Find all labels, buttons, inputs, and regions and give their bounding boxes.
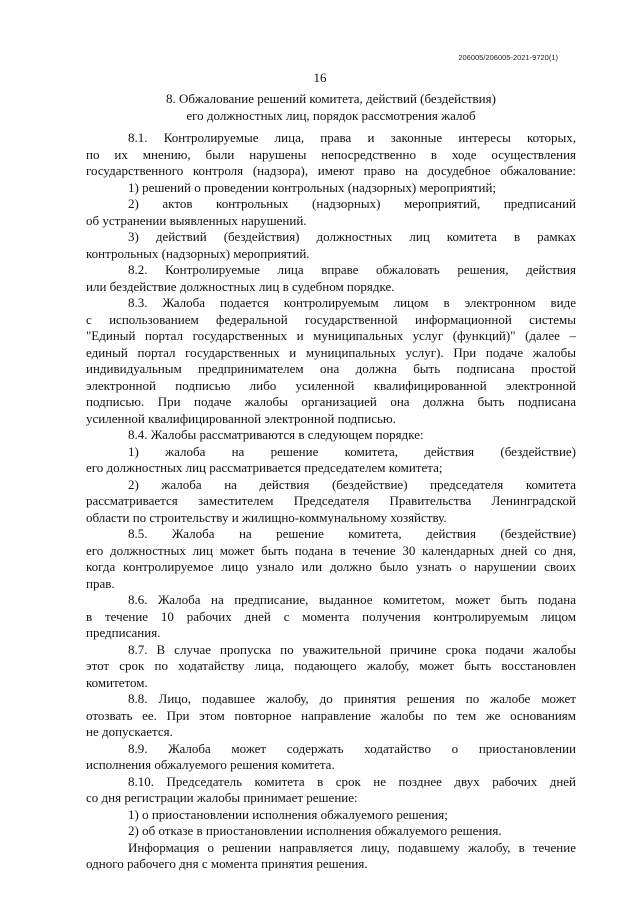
text-line: 2) жалоба на действия (бездействие) председателя комитета [128, 476, 576, 492]
document-id: 206005/206005-2021-9720(1) [458, 53, 558, 62]
text-line: 1) жалоба на решение комитета, действия (бездействие) [128, 443, 576, 459]
text-line: отозвать ее. При этом повторное направление жалобы по тем же основаниям [86, 707, 576, 723]
text-line: подписью. При подаче жалобы организацией она должна быть подписана [86, 394, 576, 409]
text-line: 8.5. Жалоба на решение комитета, действия (бездействие) [128, 526, 576, 541]
text-line: области по строительству и жилищно-коммунальному хозяйству. [86, 509, 447, 525]
text-line: 8.10. Председатель комитета в срок не позднее двух рабочих дней [128, 773, 576, 789]
text-line: единый портал государственных и муниципальных услуг). При подаче жалобы [86, 344, 576, 360]
text-line: 1) о приостановлении исполнения обжалуемого решения; [128, 806, 448, 822]
text-line: этот срок по ходатайству лица, подающего жалобу, может быть восстановлен [86, 658, 576, 673]
text-line: 8.3. Жалоба подается контролируемым лицом в электронном виде [128, 295, 576, 310]
section-title-line-1: 8. Обжалование решений комитета, действий (бездействия) [166, 91, 496, 106]
text-line: со дня регистрации жалобы принимает решение: [86, 790, 358, 805]
text-line: контрольных (надзорных) мероприятий. [86, 245, 310, 261]
text-line: государственного контроля (надзора), имеют право на досудебное обжалование: [86, 163, 576, 178]
text-line: рассматривается заместителем Председателя Правительства Ленинградской [86, 493, 576, 508]
text-line: 8.1. Контролируемые лица, права и законные интересы которых, [128, 130, 576, 145]
text-line: "Единый портал государственных и муниципальных услуг (функций)" (далее – [86, 328, 576, 343]
text-line: 8.2. Контролируемые лица вправе обжаловать решения, действия [128, 262, 576, 277]
text-line: 8.4. Жалобы рассматриваются в следующем порядке: [128, 427, 424, 442]
text-line: одного рабочего дня с момента принятия решения. [86, 856, 368, 871]
text-line: его должностных лиц может быть подана в течение 30 календарных дней со дня, [86, 542, 576, 558]
text-line: 8.6. Жалоба на предписание, выданное комитетом, может быть подана [128, 592, 576, 607]
text-line: 8.8. Лицо, подавшее жалобу, до принятия решения по жалобе может [128, 691, 576, 706]
text-line: по их мнению, были нарушены непосредственно в ходе осуществления [86, 146, 576, 162]
text-line: 8.9. Жалоба может содержать ходатайство о приостановлении [128, 740, 576, 756]
text-line: когда контролируемое лицо узнало или должно было узнать о нарушении своих [86, 559, 576, 574]
text-line: Информация о решении направляется лицу, подавшему жалобу, в течение [128, 839, 576, 855]
text-line: 8.7. В случае пропуска по уважительной причине срока подачи жалобы [128, 641, 576, 657]
text-line: в течение 10 рабочих дней с момента получения контролируемым лицом [86, 608, 576, 624]
text-line: 2) об отказе в приостановлении исполнения обжалуемого решения. [128, 823, 502, 838]
text-line: комитетом. [86, 674, 148, 690]
text-line: индивидуальным предпринимателем она должна быть подписана простой [86, 361, 576, 376]
text-line: об устранении выявленных нарушений. [86, 212, 307, 228]
section-title-line-2: его должностных лиц, порядок рассмотрения жалоб [186, 107, 476, 123]
page-number: 16 [313, 70, 327, 85]
text-line: 2) актов контрольных (надзорных) мероприятий, предписаний [128, 196, 576, 211]
text-line: предписания. [86, 625, 161, 640]
text-line: не допускается. [86, 724, 173, 739]
text-line: или бездействие должностных лиц в судебном порядке. [86, 278, 395, 294]
text-line: 3) действий (бездействия) должностных лиц комитета в рамках [128, 229, 576, 244]
text-line: исполнения обжалуемого решения комитета. [86, 757, 335, 772]
text-line: 1) решений о проведении контрольных (надзорных) мероприятий; [128, 179, 497, 195]
text-line: с использованием федеральной государственной информационной системы [86, 311, 576, 327]
text-line: электронной подписью либо усиленной квалифицированной электронной [86, 377, 576, 393]
text-line: его должностных лиц рассматривается председателем комитета; [86, 460, 443, 475]
text-line: усиленной квалифицированной электронной подписью. [86, 410, 396, 426]
section-title [86, 91, 576, 124]
text-line: прав. [86, 575, 115, 591]
section-body [86, 130, 576, 873]
